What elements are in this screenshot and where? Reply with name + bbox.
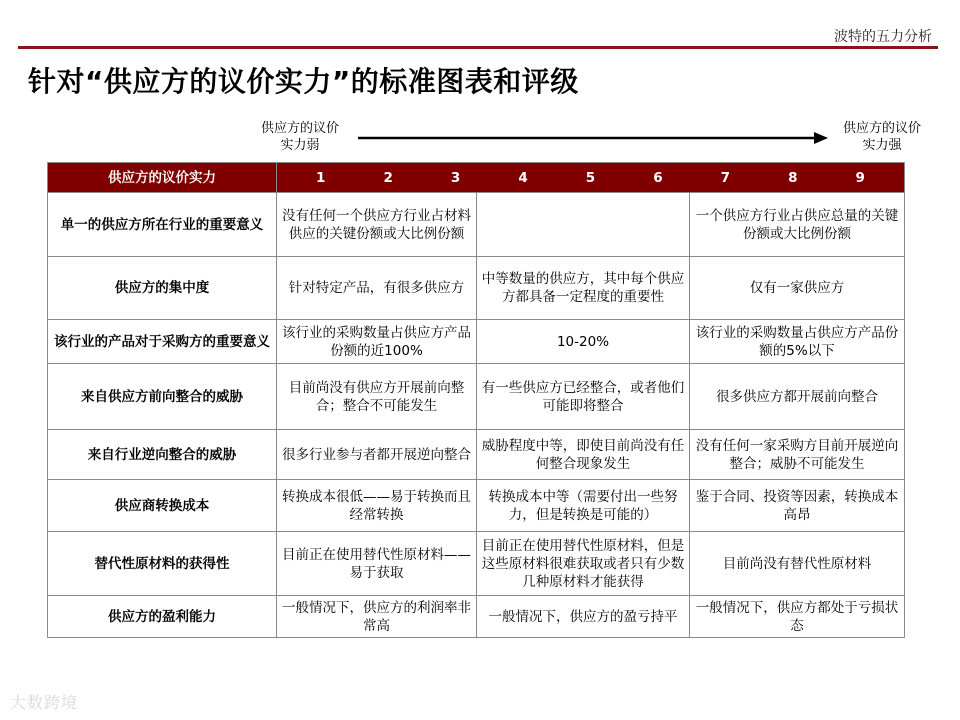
section-label: 波特的五力分析 — [834, 29, 932, 45]
score-label: 4 — [518, 169, 528, 186]
low-cell: 一般情况下，供应方的利润率非常高 — [277, 596, 477, 638]
criterion-cell: 该行业的产品对于采购方的重要意义 — [48, 320, 277, 364]
page-title: 针对“供应方的议价实力”的标准图表和评级 — [28, 65, 579, 98]
mid-cell: 转换成本中等（需要付出一些努力，但是转换是可能的） — [477, 480, 690, 532]
table-row — [48, 257, 905, 320]
table-row — [48, 193, 905, 257]
criterion-cell: 替代性原材料的获得性 — [48, 532, 277, 596]
low-cell: 目前尚没有供应方开展前向整合；整合不可能发生 — [277, 364, 477, 430]
low-cell: 目前正在使用替代性原材料——易于获取 — [277, 532, 477, 596]
high-cell: 没有任何一家采购方目前开展逆向整合；威胁不可能发生 — [690, 430, 905, 480]
low-cell: 很多行业参与者都开展逆向整合 — [277, 430, 477, 480]
mid-cell: 中等数量的供应方，其中每个供应方都具备一定程度的重要性 — [477, 257, 690, 320]
criterion-cell: 供应方的盈利能力 — [48, 596, 277, 638]
table-row — [48, 532, 905, 596]
score-label: 5 — [585, 169, 596, 186]
low-cell: 转换成本很低——易于转换而且经常转换 — [277, 480, 477, 532]
scale-arrow-icon — [358, 132, 828, 144]
high-cell: 鉴于合同、投资等因素，转换成本高昂 — [690, 480, 905, 532]
criterion-cell: 单一的供应方所在行业的重要意义 — [48, 193, 277, 257]
table-header-row — [48, 163, 905, 193]
score-scale — [277, 163, 905, 193]
rating-table — [47, 162, 905, 638]
table-row — [48, 596, 905, 638]
mid-cell — [477, 193, 690, 257]
score-label: 8 — [788, 169, 798, 186]
mid-cell: 威胁程度中等，即使目前尚没有任何整合现象发生 — [477, 430, 690, 480]
criterion-cell: 供应方的集中度 — [48, 257, 277, 320]
high-cell: 该行业的采购数量占供应方产品份额的5%以下 — [690, 320, 905, 364]
low-cell: 针对特定产品，有很多供应方 — [277, 257, 477, 320]
table-row — [48, 430, 905, 480]
high-cell: 目前尚没有替代性原材料 — [690, 532, 905, 596]
mid-cell: 10-20% — [477, 320, 690, 364]
scale-strong-line2: 实力强 — [862, 138, 902, 153]
mid-cell: 有一些供应方已经整合，或者他们可能即将整合 — [477, 364, 690, 430]
scale-weak-line1: 供应方的议价 — [260, 121, 339, 136]
scale-strong-label — [822, 120, 942, 154]
criterion-cell: 供应商转换成本 — [48, 480, 277, 532]
table-row — [48, 320, 905, 364]
high-cell: 一个供应方行业占供应总量的关键份额或大比例份额 — [690, 193, 905, 257]
mid-cell: 目前正在使用替代性原材料，但是这些原材料很难获取或者只有少数几种原材料才能获得 — [477, 532, 690, 596]
table-row — [48, 480, 905, 532]
scale-weak-line2: 实力弱 — [280, 138, 320, 153]
header-divider — [18, 46, 938, 49]
scale-weak-label — [245, 120, 355, 154]
criterion-cell: 来自行业逆向整合的威胁 — [48, 430, 277, 480]
high-cell: 一般情况下，供应方都处于亏损状态 — [690, 596, 905, 638]
table-header-label: 供应方的议价实力 — [48, 163, 277, 193]
score-label: 7 — [720, 169, 731, 186]
score-label: 6 — [653, 169, 663, 186]
low-cell: 没有任何一个供应方行业占材料供应的关键份额或大比例份额 — [277, 193, 477, 257]
mid-cell: 一般情况下，供应方的盈亏持平 — [477, 596, 690, 638]
score-label: 2 — [383, 169, 393, 186]
score-label: 3 — [450, 169, 461, 186]
low-cell: 该行业的采购数量占供应方产品份额的近100% — [277, 320, 477, 364]
score-label: 1 — [316, 169, 326, 186]
high-cell: 仅有一家供应方 — [690, 257, 905, 320]
watermark-logo: 大数跨境 — [10, 693, 79, 712]
table-row — [48, 364, 905, 430]
scale-strong-line1: 供应方的议价 — [842, 121, 921, 136]
criterion-cell: 来自供应方前向整合的威胁 — [48, 364, 277, 430]
score-label: 9 — [855, 169, 865, 186]
high-cell: 很多供应方都开展前向整合 — [690, 364, 905, 430]
